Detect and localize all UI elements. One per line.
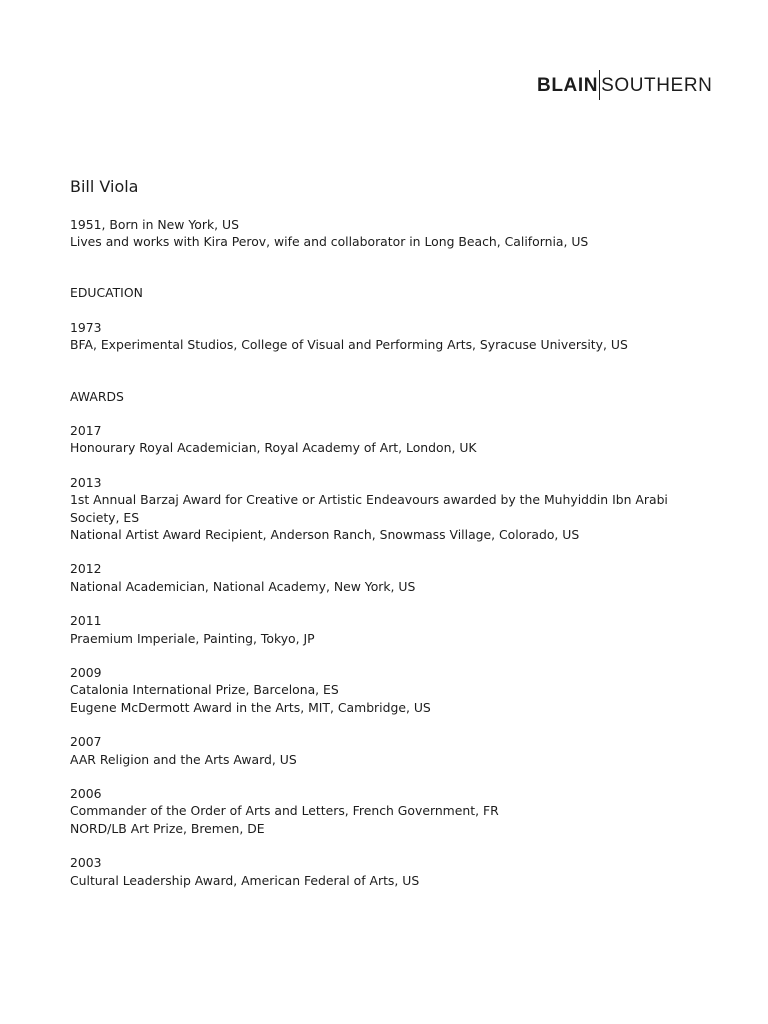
award-entry bbox=[70, 664, 710, 716]
awards-heading: AWARDS bbox=[70, 388, 124, 404]
entry-year: 2017 bbox=[70, 423, 102, 439]
award-entry bbox=[70, 785, 710, 837]
artist-name: Bill Viola bbox=[70, 177, 139, 196]
entry-item: AAR Religion and the Arts Award, US bbox=[70, 751, 297, 767]
entry-item: National Academician, National Academy, New York, US bbox=[70, 578, 416, 594]
logo-blain-text: BLAIN bbox=[537, 74, 599, 96]
logo-divider bbox=[599, 70, 600, 100]
entry-item: Commander of the Order of Arts and Letters, French Government, FR bbox=[70, 803, 499, 819]
award-entry bbox=[70, 733, 710, 767]
entry-year: 2013 bbox=[70, 475, 102, 491]
logo-southern-text: SOUTHERN bbox=[601, 74, 713, 96]
cv-document bbox=[70, 176, 710, 906]
award-entry bbox=[70, 422, 710, 456]
entry-year: 2011 bbox=[70, 613, 102, 629]
entry-item: Honourary Royal Academician, Royal Academy of Art, London, UK bbox=[70, 440, 477, 456]
entry-year: 1973 bbox=[70, 320, 102, 336]
entry-item: Eugene McDermott Award in the Arts, MIT, Cambridge, US bbox=[70, 699, 431, 715]
entry-item: Catalonia International Prize, Barcelona, ES bbox=[70, 682, 339, 698]
award-entry bbox=[70, 474, 710, 543]
entry-item: Society, ES bbox=[70, 509, 140, 525]
entry-year: 2009 bbox=[70, 665, 102, 681]
award-entry bbox=[70, 612, 710, 646]
gallery-logo bbox=[537, 70, 712, 100]
bio-line: Lives and works with Kira Perov, wife and collaborator in Long Beach, California, US bbox=[70, 234, 589, 250]
entry-item: BFA, Experimental Studios, College of Visual and Performing Arts, Syracuse University, US bbox=[70, 337, 628, 353]
entry-item: National Artist Award Recipient, Anderson Ranch, Snowmass Village, Colorado, US bbox=[70, 526, 580, 542]
entry-item: 1st Annual Barzaj Award for Creative or Artistic Endeavours awarded by the Muhyiddin Ibn Arabi bbox=[70, 492, 668, 508]
entry-item: NORD/LB Art Prize, Bremen, DE bbox=[70, 820, 265, 836]
award-entry bbox=[70, 854, 710, 888]
education-entry bbox=[70, 319, 710, 353]
entry-year: 2007 bbox=[70, 734, 102, 750]
entry-year: 2006 bbox=[70, 786, 102, 802]
award-entry bbox=[70, 560, 710, 594]
entry-year: 2012 bbox=[70, 561, 102, 577]
education-heading: EDUCATION bbox=[70, 285, 143, 301]
entry-year: 2003 bbox=[70, 855, 102, 871]
artist-bio bbox=[70, 216, 710, 250]
entry-item: Cultural Leadership Award, American Federal of Arts, US bbox=[70, 872, 420, 888]
education-section bbox=[70, 284, 710, 353]
entry-item: Praemium Imperiale, Painting, Tokyo, JP bbox=[70, 630, 315, 646]
awards-section bbox=[70, 388, 710, 889]
bio-line: 1951, Born in New York, US bbox=[70, 217, 239, 232]
